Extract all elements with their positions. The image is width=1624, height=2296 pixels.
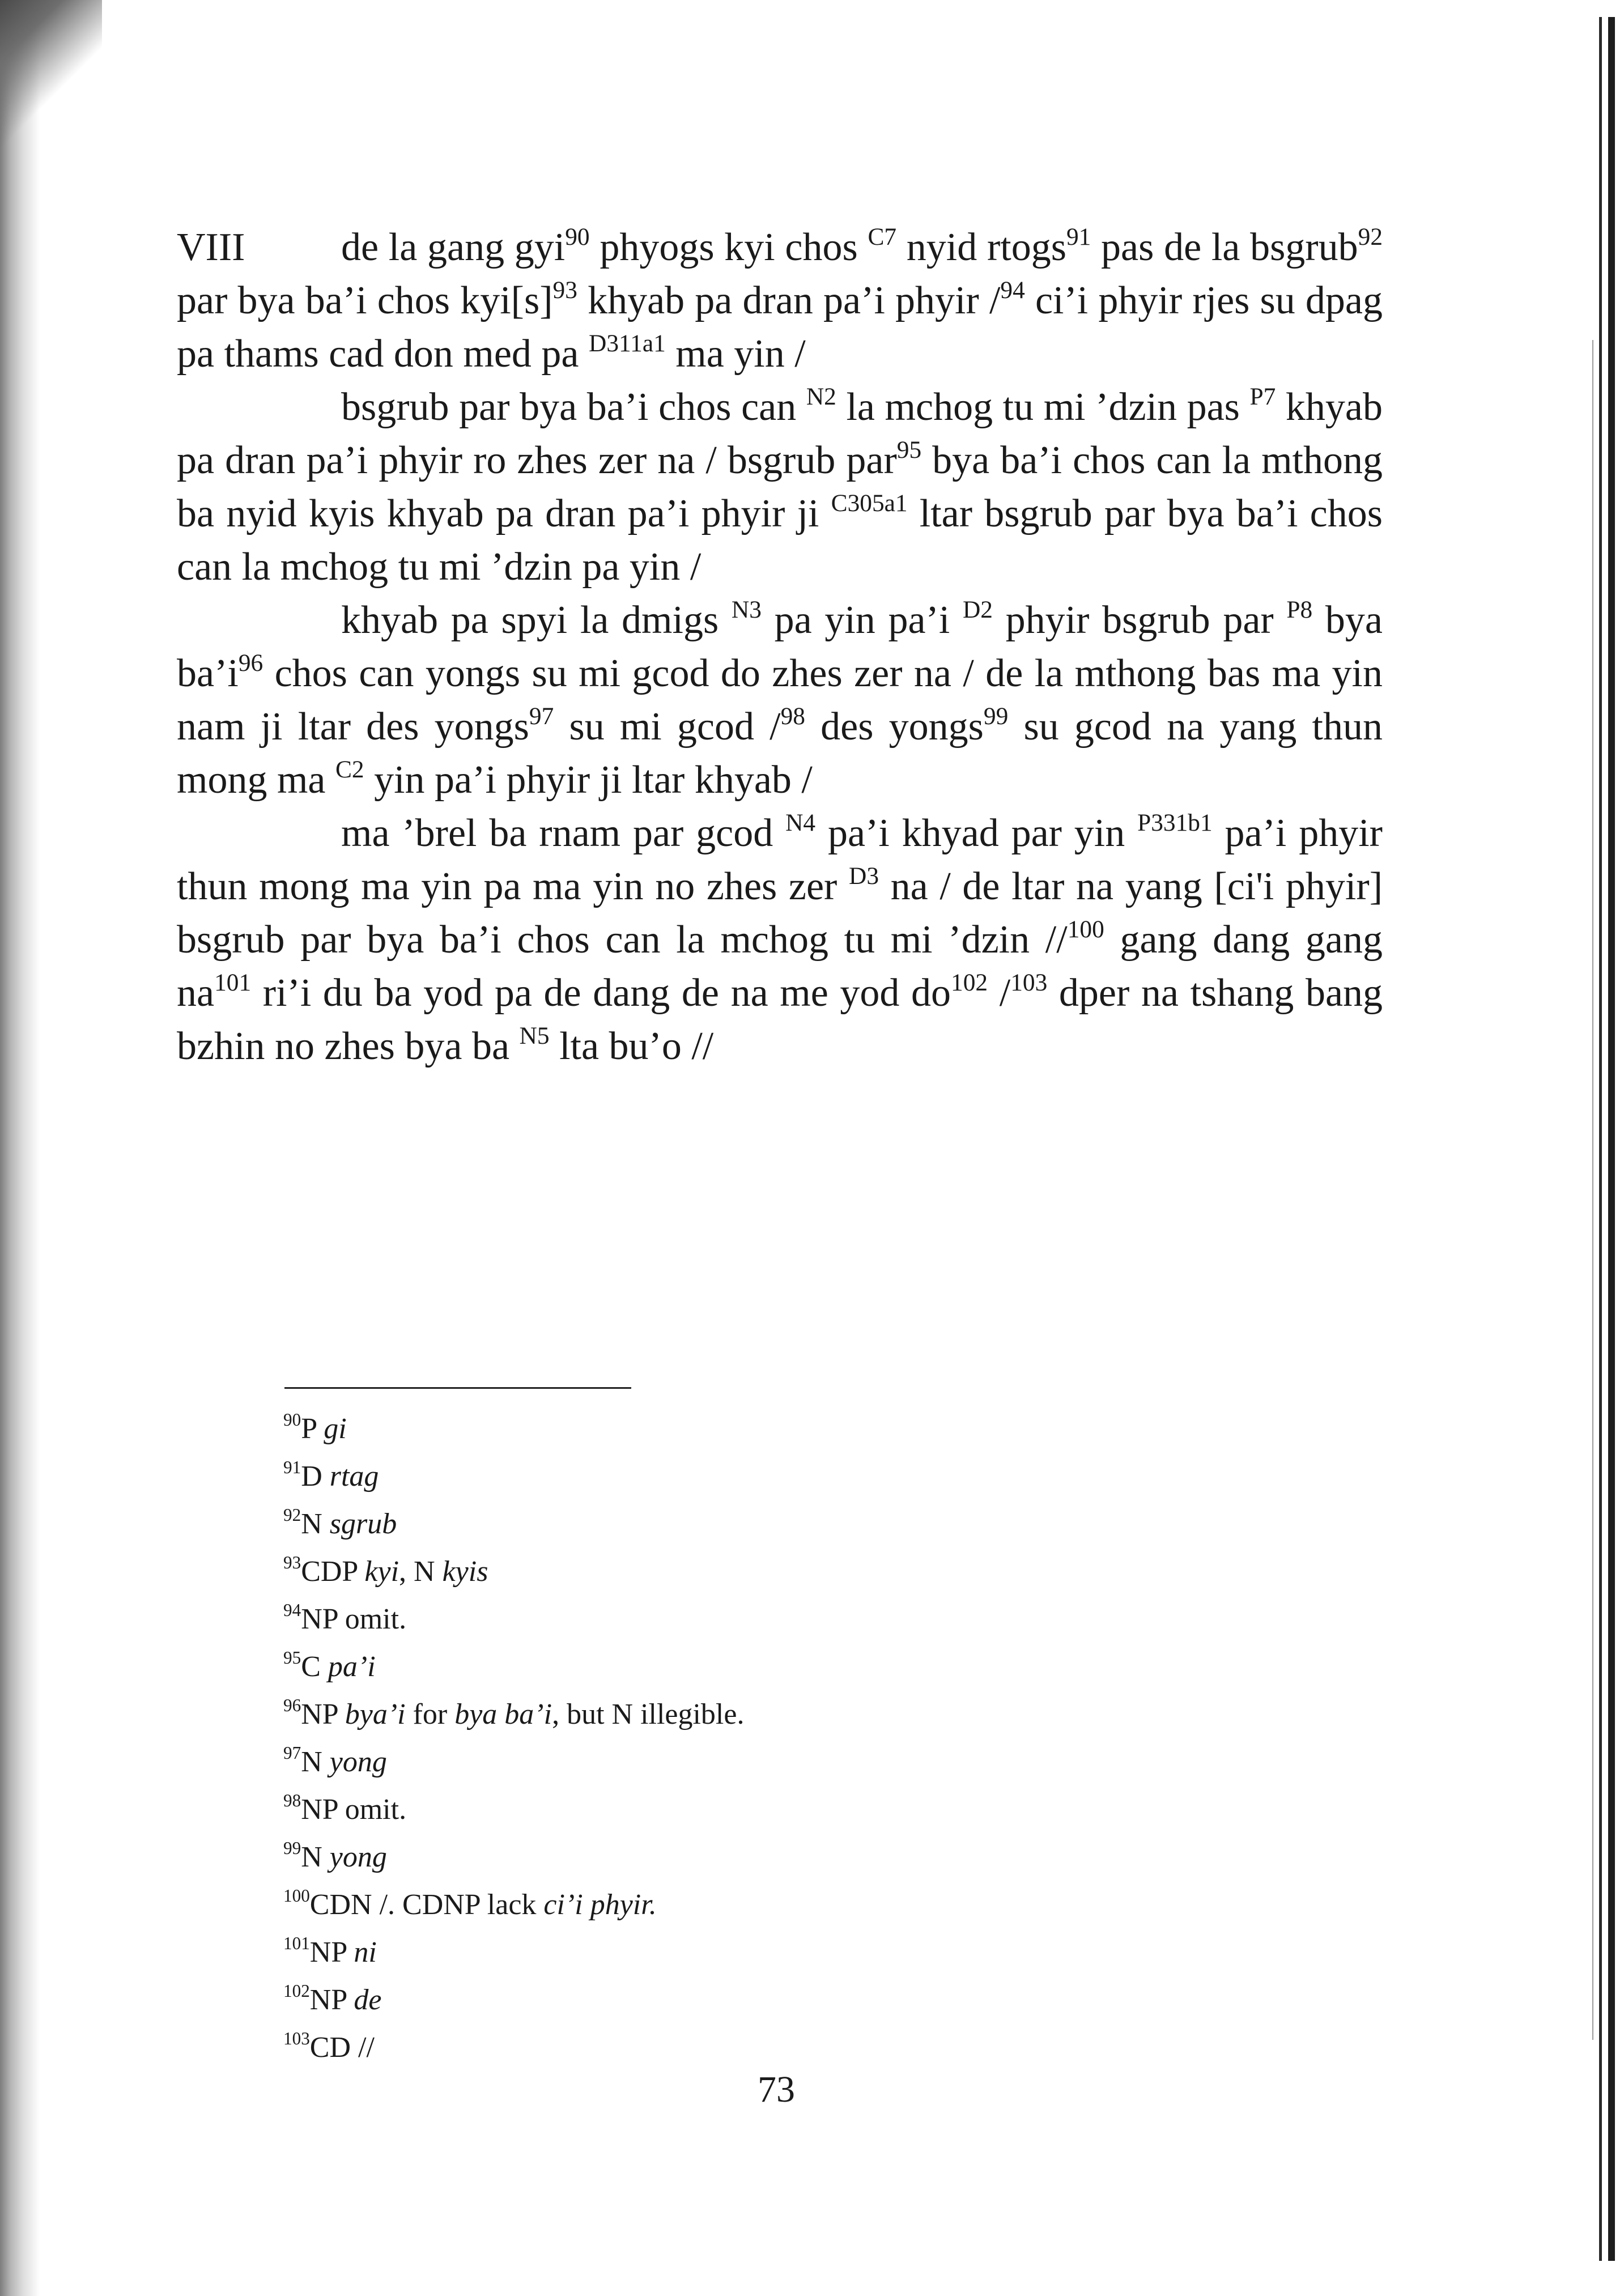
footnote-ref: 95 (896, 436, 922, 464)
footnote-number: 98 (283, 1791, 301, 1811)
witness-marker: N3 (731, 596, 762, 624)
footnote-ref: 90 (565, 223, 590, 251)
footnote-text: N (301, 1841, 330, 1873)
main-text (177, 221, 1383, 1073)
text-run: phyogs kyi chos (589, 226, 868, 269)
witness-marker: D2 (962, 596, 993, 624)
footnote (283, 1738, 1360, 1786)
scan-right-edge-line (1599, 17, 1602, 2261)
footnote-number: 103 (283, 2029, 310, 2049)
variant-reading: kyi (364, 1555, 399, 1588)
footnote (283, 1929, 1360, 1976)
footnote (283, 1881, 1360, 1929)
footnote-text: P (301, 1413, 324, 1445)
variant-reading: de (354, 1984, 382, 2016)
text-run: pa yin pa’i (761, 598, 963, 642)
text-run: bya ba’i chos can la mthong ba nyid kyis khyab pa dran pa’i phyir ji (177, 439, 1383, 535)
footnote-text: D (301, 1460, 330, 1493)
text-run: gang dang gang na (177, 918, 1383, 1015)
footnote-text: CDN /. CDNP lack (309, 1889, 544, 1921)
witness-marker: N5 (519, 1022, 550, 1050)
footnote-ref: 98 (780, 703, 805, 730)
paragraph (177, 221, 1383, 381)
text-run: ma ’brel ba rnam par gcod (341, 811, 786, 855)
footnote (283, 1548, 1360, 1596)
footnote-number: 101 (283, 1933, 310, 1954)
variant-reading: pa’i (328, 1651, 376, 1683)
footnote (283, 2024, 1360, 2072)
footnote-ref: 96 (238, 649, 263, 677)
page-number: 73 (758, 2069, 795, 2110)
text-run: chos can yongs su mi gcod do zhes zer na / de la mthong bas ma yin nam ji ltar des yongs (177, 652, 1383, 749)
witness-marker: P331b1 (1137, 809, 1213, 837)
variant-reading: gi (324, 1413, 347, 1445)
variant-reading: rtag (329, 1460, 379, 1493)
footnote-number: 94 (283, 1600, 301, 1621)
text-run: na / de ltar na yang [ci'i phyir] bsgrub par bya ba’i chos can la mchog tu mi ’dzin // (177, 865, 1383, 962)
text-run: lta bu’o // (549, 1024, 714, 1068)
footnote-ref: 94 (1000, 277, 1025, 304)
text-run: bsgrub par bya ba’i chos can (341, 385, 806, 429)
footnotes (283, 1405, 1360, 2072)
scan-right-faint-line (1592, 340, 1593, 2040)
footnote-text: for (405, 1698, 455, 1730)
text-run: nyid rtogs (896, 226, 1066, 269)
footnote (283, 1453, 1360, 1500)
text-run: ltar bsgrub par bya ba’i chos can la mchog tu mi ’dzin pa yin / (177, 492, 1383, 589)
scan-right-edge-bar (1608, 17, 1615, 2261)
variant-reading: yong (329, 1746, 387, 1778)
text-run: phyir bsgrub par (993, 598, 1287, 642)
variant-reading: ci’i phyir. (543, 1889, 657, 1921)
footnote-ref: 93 (552, 277, 577, 304)
text-run: de la gang gyi (341, 226, 566, 269)
variant-reading: ni (354, 1936, 377, 1968)
text-run: dper na tshang bang bzhin no zhes bya ba (177, 971, 1383, 1068)
variant-reading: yong (329, 1841, 387, 1873)
witness-marker: N2 (806, 383, 836, 411)
text-run: par bya ba’i chos kyi[s] (177, 279, 553, 322)
text-run: su mi gcod / (554, 705, 781, 749)
footnote (283, 1976, 1360, 2024)
text-run: khyab pa spyi la dmigs (341, 598, 732, 642)
footnote (283, 1786, 1360, 1834)
variant-reading: bya ba’i (454, 1698, 552, 1730)
text-run: pa’i phyir thun mong ma yin pa ma yin no zhes zer (177, 811, 1383, 908)
text-run: yin pa’i phyir ji ltar khyab / (364, 758, 813, 802)
footnote-text: NP (309, 1984, 354, 2016)
footnote-text: , N (399, 1555, 443, 1588)
footnote-ref: 102 (951, 969, 988, 997)
paragraph (177, 381, 1383, 594)
footnote-ref: 97 (529, 703, 554, 730)
text-run: pas de la bsgrub (1091, 226, 1358, 269)
witness-marker: C7 (868, 223, 897, 251)
footnote-ref: 92 (1358, 223, 1383, 251)
variant-reading: kyis (442, 1555, 488, 1588)
section-number: VIII (177, 226, 245, 269)
text-run: khyab pa dran pa’i phyir ro zhes zer na / bsgrub par (177, 385, 1383, 482)
witness-marker: D3 (849, 862, 879, 890)
text-run: bya ba’i (177, 598, 1383, 695)
witness-marker: P7 (1249, 383, 1276, 411)
text-run: ri’i du ba yod pa de dang de na me yod do (251, 971, 951, 1015)
footnote (283, 1500, 1360, 1548)
footnote-ref: 101 (214, 969, 252, 997)
footnote (283, 1691, 1360, 1738)
footnote-number: 92 (283, 1505, 301, 1525)
footnote-text: C (301, 1651, 328, 1683)
footnote-text: NP omit. (301, 1793, 407, 1826)
variant-reading: bya’i (345, 1698, 406, 1730)
footnote-number: 90 (283, 1410, 301, 1430)
text-run: pa’i khyad par yin (815, 811, 1138, 855)
footnote-text: CDP (301, 1555, 365, 1588)
text-run: ci’i phyir rjes su dpag pa thams cad don med pa (177, 279, 1383, 376)
footnote-number: 99 (283, 1838, 301, 1859)
footnote (283, 1405, 1360, 1453)
footnote-number: 95 (283, 1648, 301, 1668)
text-run: ma yin / (665, 332, 806, 376)
footnote (283, 1643, 1360, 1691)
footnote-text: NP (301, 1698, 345, 1730)
footnote-ref: 99 (983, 703, 1009, 730)
text-run: su gcod na yang thun mong ma (177, 705, 1383, 802)
witness-marker: C305a1 (831, 490, 908, 517)
paragraph (177, 807, 1383, 1073)
text-run: / (988, 971, 1011, 1015)
footnote-text: , but N illegible. (552, 1698, 745, 1730)
text-run: des yongs (805, 705, 984, 749)
footnote-ref: 103 (1010, 969, 1048, 997)
footnote-ref: 91 (1066, 223, 1091, 251)
footnote-text: NP omit. (301, 1603, 407, 1635)
footnote-number: 100 (283, 1886, 310, 1906)
witness-marker: P8 (1286, 596, 1313, 624)
footnote-text: N (301, 1746, 330, 1778)
witness-marker: D311a1 (589, 330, 666, 358)
footnote-text: CD // (309, 2031, 375, 2064)
variant-reading: sgrub (329, 1508, 397, 1540)
footnote-text: N (301, 1508, 330, 1540)
footnote-number: 91 (283, 1457, 301, 1478)
paragraph (177, 594, 1383, 807)
footnote-number: 102 (283, 1981, 310, 2001)
text-run: la mchog tu mi ’dzin pas (836, 385, 1250, 429)
witness-marker: N4 (785, 809, 816, 837)
footnote-ref: 100 (1067, 916, 1104, 943)
footnote (283, 1596, 1360, 1643)
footnote-text: NP (309, 1936, 354, 1968)
footnote-number: 96 (283, 1695, 301, 1716)
witness-marker: C2 (335, 756, 364, 784)
footnote-separator (284, 1387, 631, 1389)
scan-corner-shadow (0, 0, 102, 147)
scan-left-edge-shadow (0, 0, 40, 2296)
text-run: khyab pa dran pa’i phyir / (577, 279, 1001, 322)
footnote-number: 97 (283, 1743, 301, 1763)
footnote-number: 93 (283, 1553, 301, 1573)
footnote (283, 1834, 1360, 1881)
